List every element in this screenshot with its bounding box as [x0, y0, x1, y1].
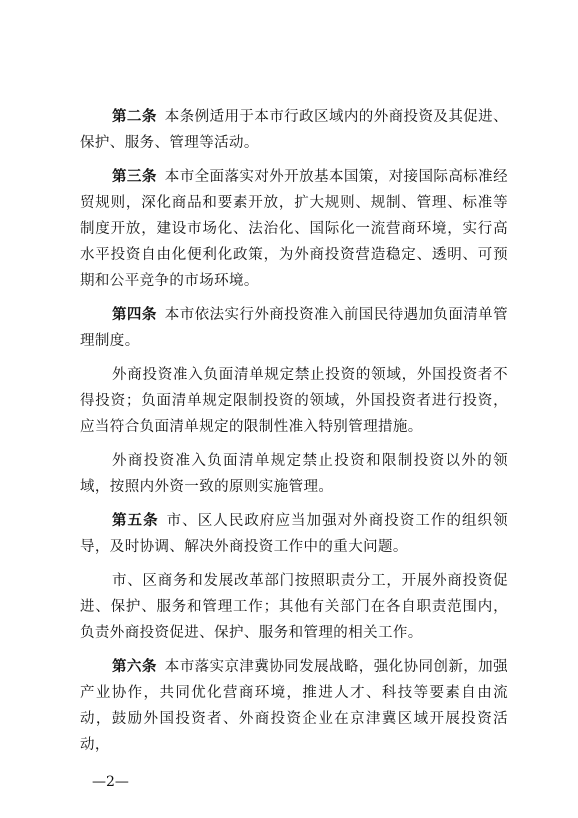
body-text [80, 104, 508, 766]
page-number: —2— [92, 774, 129, 790]
paragraph-text: 本市落实京津冀协同发展战略，强化协同创新，加强产业协作，共同优化营商环境，推进人才、科技等要素自由流动，鼓励外国投资者、外商投资企业在京津冀区域开展投资活动， [80, 659, 509, 753]
paragraph-text: 市、区人民政府应当加强对外商投资工作的组织领导，及时协调、解决外商投资工作中的重大问题。 [80, 513, 508, 555]
article-number: 第三条 [112, 169, 157, 185]
paragraph-text: 本市依法实行外商投资准入前国民待遇加负面清单管理制度。 [80, 307, 509, 349]
paragraph-text: 本条例适用于本市行政区域内的外商投资及其促进、保护、服务、管理等活动。 [80, 109, 509, 151]
paragraph-text: 外商投资准入负面清单规定禁止投资的领域，外国投资者不得投资；负面清单规定限制投资的领域，外国投资者进行投资，应当符合负面清单规定的限制性准入特别管理措施。 [80, 367, 508, 435]
paragraph-article-6 [80, 654, 508, 758]
paragraph-article-4-clause-3 [80, 448, 508, 500]
article-number: 第二条 [112, 109, 157, 125]
paragraph-article-5 [80, 508, 508, 560]
paragraph-article-3 [80, 164, 508, 294]
paragraph-article-5-clause-2 [80, 568, 508, 646]
article-number: 第六条 [112, 659, 157, 675]
paragraph-article-4 [80, 302, 508, 354]
article-number: 第四条 [112, 307, 157, 323]
paragraph-article-4-clause-2 [80, 362, 508, 440]
paragraph-text: 本市全面落实对外开放基本国策，对接国际高标准经贸规则，深化商品和要素开放，扩大规则、规制、管理、标准等制度开放，建设市场化、法治化、国际化一流营商环境，实行高水平投资自由化便利化政策，为外商投资营造稳定、透明、可预期和公平竞争的市场环境。 [80, 169, 509, 289]
paragraph-text: 市、区商务和发展改革部门按照职责分工，开展外商投资促进、保护、服务和管理工作；其他有关部门在各自职责范围内，负责外商投资促进、保护、服务和管理的相关工作。 [80, 573, 508, 641]
paragraph-text: 外商投资准入负面清单规定禁止投资和限制投资以外的领域，按照内外资一致的原则实施管理。 [80, 453, 508, 495]
article-number: 第五条 [112, 513, 159, 529]
paragraph-article-2 [80, 104, 508, 156]
